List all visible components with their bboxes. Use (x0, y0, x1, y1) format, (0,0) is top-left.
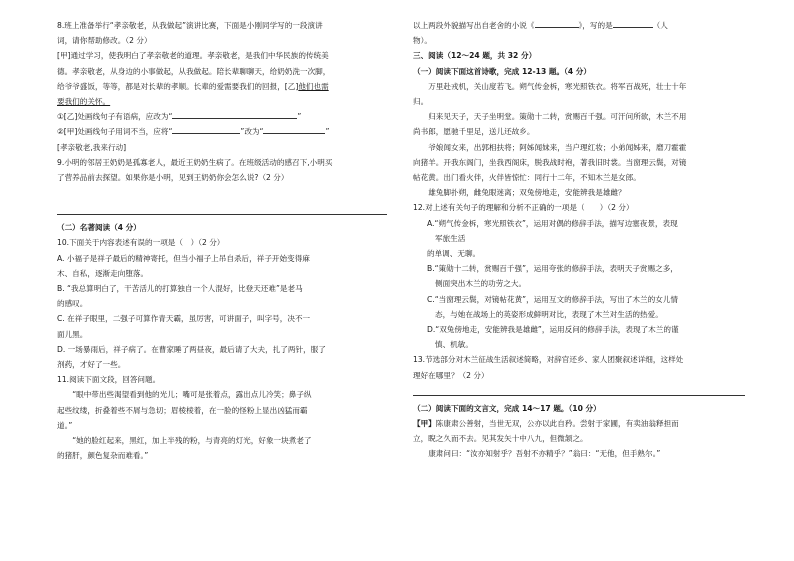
q13-line-2: 理好在哪里？（2 分） (413, 370, 489, 380)
q12-option-a-3: 的单调、无聊。 (427, 249, 481, 259)
q12-option-a-2: 军旅生活 (435, 233, 466, 243)
q11-stem: 11.阅读下面文段，回答问题。 (57, 375, 161, 385)
q8-sub-2-close: ” (325, 127, 330, 137)
q8-underlined-sentence-a: 他们也需 (298, 81, 329, 91)
prose-line-1-text: 陈康肃公善射，当世无双，公亦以此自矜。尝射于家圃，有卖油翁释担而 (435, 419, 679, 429)
q8-passage-line-3 (57, 79, 387, 94)
poem-line-3: 归来见天子，天子坐明堂。策勋十二转，赏赐百千强。可汗问所欲，木兰不用 (428, 112, 687, 122)
q8-passage-line-4 (57, 94, 387, 109)
q10-option-b-1: B. “我总算明白了，干苦活儿的打算独自一个人混好，比登天还难”是老马 (57, 284, 303, 294)
q12-option-d-1: D.“双兔傍地走，安能辨我是雄雌”，运用反问的修辞手法，表现了木兰的谨 (427, 325, 679, 335)
q12-option-d-2: 慎、机敏。 (435, 340, 473, 350)
q12-option-b-1: B.“策勋十二转，赏赐百千强”，运用夸张的修辞手法，表明天子赏赐之多， (427, 264, 678, 274)
q11-answer-tail: （人 (652, 21, 668, 30)
q11-answer-prompt: 以上两段外貌描写出自老舍的小说《 (413, 21, 535, 30)
q12-option-a-1: A.“朔气传金柝，寒光照铁衣”，运用对偶的修辞手法，描写边塞夜景，表现 (427, 218, 678, 228)
q8-sub-1-close: ” (297, 112, 302, 122)
right-column (413, 18, 745, 462)
q9-line-1: 9.小明的邻居王奶奶是孤寡老人，最近王奶奶生病了。在班级活动的感召下,小明买 (57, 157, 333, 167)
q10-option-b-2: 的感叹。 (57, 299, 88, 309)
q8-sub-2-prompt: ②[甲]处画线句子用词不当，应将“ (57, 127, 173, 137)
poem-heading: （一）阅读下面这首诗歌，完成 12-13 题。（4 分） (413, 66, 591, 76)
section-3-heading: 三、阅读（12～24 题，共 32 分） (413, 51, 537, 61)
q12-option-b-2: 侧面突出木兰的功劳之大。 (435, 279, 527, 289)
q13-line-1: 13.节选部分对木兰征战生活叙述简略，对辞官还乡、家人团聚叙述详细，这样处 (413, 355, 684, 365)
q13-answer-space[interactable] (413, 383, 745, 389)
q11-answer-line-2: 物）。 (413, 36, 432, 46)
q11-answer-line (413, 18, 745, 33)
section-divider-right (413, 395, 745, 396)
poem-line-5: 爷娘闻女来，出郭相扶将；阿姊闻妹来，当户理红妆；小弟闻姊来，磨刀霍霍 (428, 142, 687, 152)
q10-option-d-2: 剂药，才好了一些。 (57, 360, 126, 370)
q11-text-line-2: 起些纹缕，折叠着些不屑与急切；眉棱棱着，在一脸的怪粉上显出凶猛而霸 (57, 405, 308, 415)
prose-line-2: 立，睨之久而不去。见其发矢十中八九，但微颔之。 (413, 434, 588, 444)
q8-sub-2-blank-b[interactable] (263, 124, 325, 134)
q8-passage-text: 给爷爷盛饭，等等，都是对长辈的孝顺。长辈的爱需要我们的回报，[乙] (57, 81, 299, 91)
q8-sub-2-blank-a[interactable] (172, 124, 240, 134)
q10-stem: 10.下面关于内容表述有误的一项是（ ）（2 分） (57, 238, 225, 248)
prose-tag: 【甲】 (413, 419, 436, 429)
q10-option-a-2: 木、自私，逐渐走向堕落。 (57, 268, 149, 278)
q10-option-a-1: A. 小福子是祥子最后的精神寄托，但当小福子上吊自杀后，祥子开始变得麻 (57, 253, 310, 263)
q8-sub-1-prompt: ①[乙]处画线句子有语病，应改为“ (57, 112, 173, 122)
q11-text-line-3: 道。” (57, 420, 73, 430)
q8-passage-line-1: [甲]通过学习，使我明白了孝亲敬老的道理。孝亲敬老，是我们中华民族的传统美 (57, 51, 329, 61)
q11-text-line-1: “眼中带出些渴望看到他的光儿；嘴可是张着点，露出点儿冷笑；鼻子纵 (72, 390, 312, 400)
section-divider (57, 214, 387, 215)
prose-line-3: 康肃问曰：“汝亦知射乎？吾射不亦精乎？”翁曰：“无他，但手熟尔。” (428, 449, 661, 459)
q9-line-2: 了营养品前去探望。如果你是小明，见到王奶奶你会怎么说?（2 分） (57, 173, 289, 183)
q8-activity-title: [孝亲敬老,我来行动] (57, 142, 127, 152)
q8-stem-line-1: 8.班上准备举行“孝亲敬老，从我做起”演讲比赛，下面是小刚同学写的一段演讲 (57, 21, 323, 30)
prose-heading: （二）阅读下面的文言文，完成 14～17 题。（10 分） (413, 403, 601, 413)
q11-text-line-4: “她的脸红起来，黑红，加上半残的粉，与青亮的灯光，好象一块煮老了 (72, 436, 312, 446)
left-column (57, 18, 387, 463)
q8-underlined-sentence-b: 要我们的关怀。 (57, 97, 111, 107)
q10-option-d-1: D. 一场暴雨后，祥子病了。在曹家睡了两昼夜，最后请了大夫，扎了两针，服了 (57, 344, 326, 354)
q8-sub-1 (57, 109, 387, 124)
prose-line-1 (413, 416, 745, 431)
poem-line-8: 雄兔脚扑朔，雌兔眼迷离；双兔傍地走，安能辨我是雄雌？ (428, 188, 626, 198)
q9-answer-space[interactable] (57, 185, 387, 208)
q8-sub-2-mid: ”改为“ (240, 127, 264, 137)
q11-text-line-5: 的猪肝，颜色复杂而难看。” (57, 451, 149, 461)
q11-answer-mid: 》，写的是 (578, 21, 613, 30)
q12-stem: 12.对上述有关句子的理解和分析不正确的一项是（ ）（2 分） (413, 203, 634, 213)
poem-line-7: 帖花黄。出门看火伴，火伴皆惊忙：同行十二年，不知木兰是女郎。 (413, 173, 641, 183)
q10-option-c-2: 面儿黑。 (57, 329, 88, 339)
poem-line-2: 归。 (413, 97, 429, 107)
poem-line-1: 万里赴戎机，关山度若飞。朔气传金柝，寒光照铁衣。将军百战死，壮士十年 (428, 81, 687, 91)
character-blank[interactable] (613, 18, 653, 28)
poem-line-6: 向猪羊。开我东阁门，坐我西阁床，脱我战时袍，著我旧时裳。当窗理云鬓，对镜 (413, 157, 687, 167)
novel-title-blank[interactable] (535, 18, 579, 28)
section-2-heading: （二）名著阅读（4 分） (57, 223, 141, 233)
q8-passage-line-2: 德。孝亲敬老，从身边的小事做起，从我做起。陪长辈聊聊天，给奶奶洗一次脚， (57, 66, 331, 76)
q12-option-c-1: C.“当窗理云鬓，对镜帖花黄”，运用互文的修辞手法，写出了木兰的女儿情 (427, 294, 678, 304)
q8-stem-line-2: 词，请你帮助修改。（2 分） (57, 36, 152, 46)
q8-sub-2 (57, 124, 387, 139)
q10-option-c-1: C. 在祥子眼里，二强子可算作青天霸，虽厉害，可讲面子，叫字号，决不一 (57, 314, 311, 324)
q8-sub-1-answer-blank[interactable] (172, 109, 297, 119)
q12-option-c-2: 态，与她在战场上的英姿形成鲜明对比，表现了木兰对生活的热爱。 (435, 309, 663, 319)
poem-line-4: 尚书郎，愿驰千里足，送儿还故乡。 (413, 127, 535, 137)
